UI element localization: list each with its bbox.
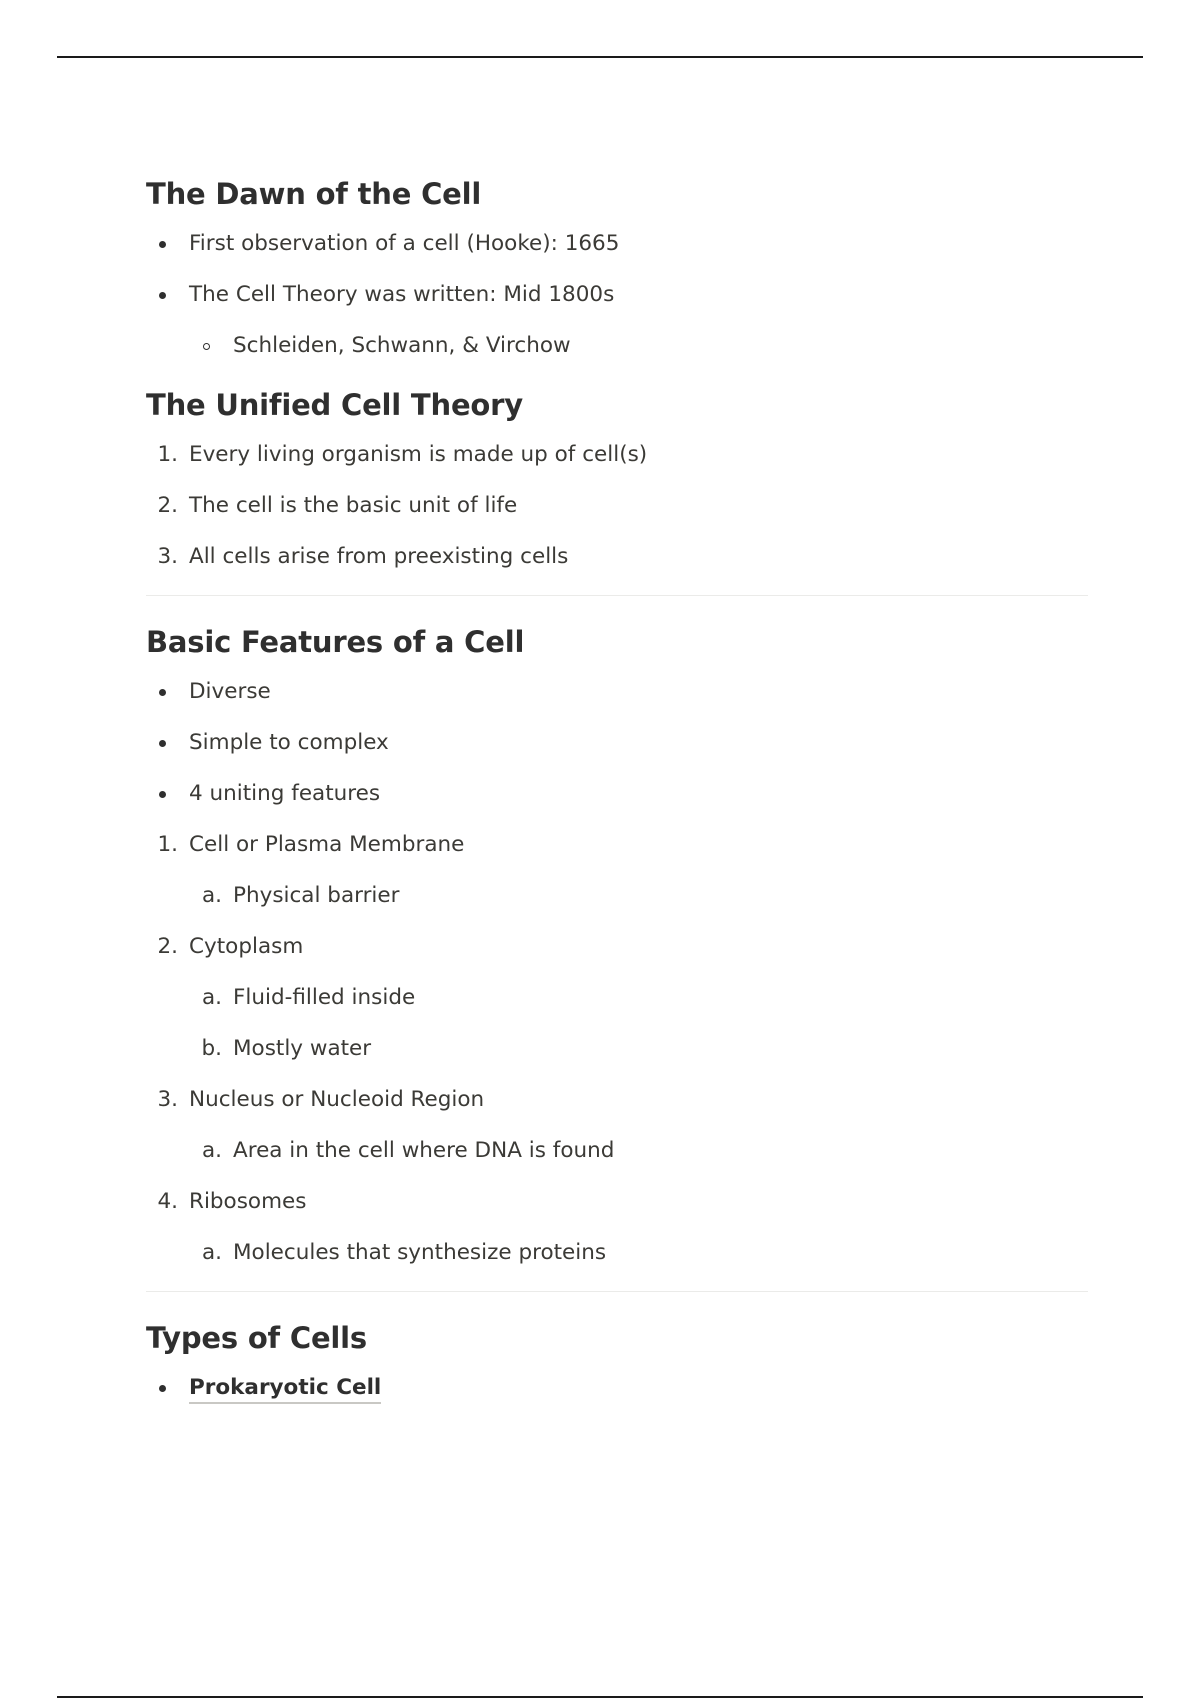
list-item-text: Cell or Plasma Membrane	[189, 832, 465, 857]
list-item-text: Ribosomes	[189, 1189, 307, 1214]
list-item	[146, 921, 1088, 972]
list-item	[146, 480, 1088, 531]
bullet-circle-icon	[190, 320, 222, 371]
list-item-text: 4 uniting features	[189, 781, 381, 806]
list-item-text: Cytoplasm	[189, 934, 304, 959]
list-number: 3.	[157, 544, 178, 569]
bullet-disc-icon	[146, 717, 178, 768]
list-item	[146, 717, 1088, 768]
list-item	[146, 1176, 1088, 1227]
list-item-text: Mostly water	[233, 1036, 372, 1061]
list-item-text: The Cell Theory was written: Mid 1800s	[189, 282, 615, 307]
bullet-disc-icon	[146, 218, 178, 269]
list-number: 1.	[157, 442, 178, 467]
list-number: 2.	[157, 934, 178, 959]
list-item	[146, 972, 1088, 1023]
list-number: 1.	[157, 832, 178, 857]
section-divider	[146, 1291, 1088, 1292]
list-item	[146, 870, 1088, 921]
heading-dawn-of-the-cell: The Dawn of the Cell	[146, 177, 482, 211]
bullet-disc-icon	[146, 768, 178, 819]
list-number: 3.	[157, 1087, 178, 1112]
section-divider	[146, 595, 1088, 596]
list-item	[146, 1074, 1088, 1125]
list-item	[146, 1125, 1088, 1176]
list-item	[146, 819, 1088, 870]
list-item-text: Physical barrier	[233, 883, 400, 908]
heading-basic-features: Basic Features of a Cell	[146, 625, 525, 659]
document-content	[146, 170, 1088, 1413]
list-item-text: Diverse	[189, 679, 271, 704]
list-item-text: Area in the cell where DNA is found	[233, 1138, 615, 1163]
list-letter: a.	[201, 1240, 222, 1265]
page-bottom-rule	[57, 1696, 1143, 1698]
list-number: 4.	[157, 1189, 178, 1214]
list-item-text: Every living organism is made up of cell(s)	[189, 442, 648, 467]
bullet-disc-icon	[146, 269, 178, 320]
list-item	[146, 1227, 1088, 1278]
bullet-disc-icon	[146, 666, 178, 717]
list-item-text: The cell is the basic unit of life	[189, 493, 518, 518]
list-number: 2.	[157, 493, 178, 518]
list-item	[146, 768, 1088, 819]
prokaryotic-cell-link[interactable]: Prokaryotic Cell	[189, 1375, 381, 1404]
list-item	[146, 429, 1088, 480]
list-item	[146, 1023, 1088, 1074]
list-letter: a.	[201, 1138, 222, 1163]
list-item-text: First observation of a cell (Hooke): 1665	[189, 231, 620, 256]
list-item-text: Nucleus or Nucleoid Region	[189, 1087, 485, 1112]
heading-unified-cell-theory: The Unified Cell Theory	[146, 388, 523, 422]
list-letter: a.	[201, 985, 222, 1010]
list-item-text: Schleiden, Schwann, & Virchow	[233, 333, 571, 358]
list-letter: b.	[201, 1036, 222, 1061]
list-item-text: Simple to complex	[189, 730, 389, 755]
list-item	[146, 1362, 1088, 1413]
heading-types-of-cells: Types of Cells	[146, 1321, 367, 1355]
list-item-text: Molecules that synthesize proteins	[233, 1240, 607, 1265]
list-item-text: Fluid-filled inside	[233, 985, 416, 1010]
bullet-disc-icon	[146, 1362, 178, 1413]
list-letter: a.	[201, 883, 222, 908]
list-item	[146, 218, 1088, 269]
list-item	[146, 666, 1088, 717]
list-item	[146, 531, 1088, 582]
page-top-rule	[57, 56, 1143, 58]
list-item-text: All cells arise from preexisting cells	[189, 544, 569, 569]
list-item	[146, 320, 1088, 371]
list-item	[146, 269, 1088, 320]
